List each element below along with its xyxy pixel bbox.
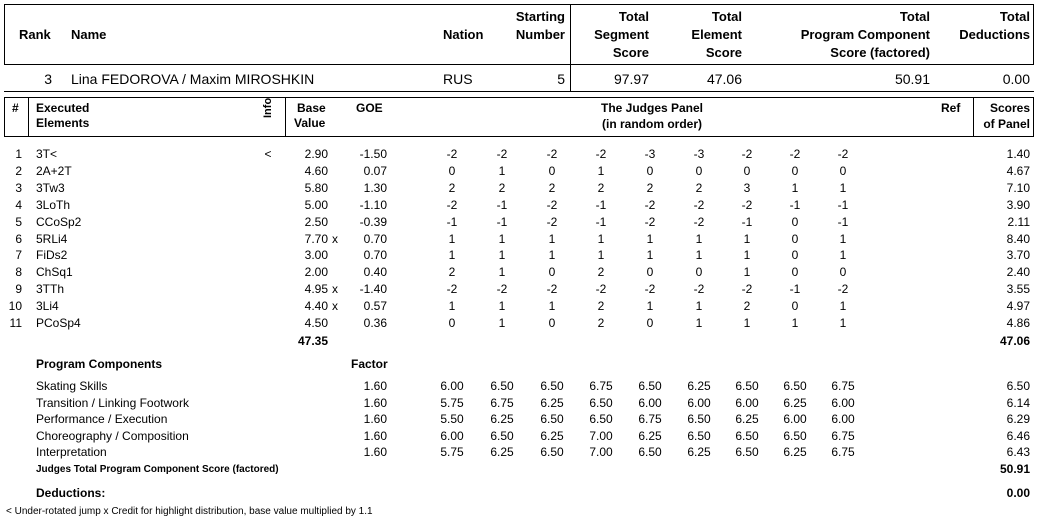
component-judge-score: 6.50 <box>783 379 807 393</box>
element-base-value: 2.50 <box>304 214 328 229</box>
element-judge-score: 1 <box>695 316 703 330</box>
component-name: Choreography / Composition <box>36 428 189 443</box>
component-judge-score: 6.50 <box>490 379 514 393</box>
element-code: 3Tw3 <box>36 180 65 195</box>
skater-name: Lina FEDOROVA / Maxim MIROSHKIN <box>71 71 315 87</box>
element-judge-score: 0 <box>791 163 799 178</box>
element-judge-score: 1 <box>448 248 456 263</box>
element-judge-score: 1 <box>597 231 605 246</box>
element-judge-score: 0 <box>791 248 799 263</box>
element-base-value: 2.90 <box>304 147 328 161</box>
element-judge-score: 0 <box>791 214 799 229</box>
skater-start-no: 5 <box>557 71 565 87</box>
element-judge-score: 0 <box>839 265 847 280</box>
component-panel-score: 6.50 <box>1006 379 1030 393</box>
component-judge-score: 6.75 <box>831 379 855 393</box>
element-judge-score: 1 <box>548 248 556 263</box>
component-panel-score: 6.43 <box>1006 445 1030 460</box>
component-name: Skating Skills <box>36 379 108 393</box>
element-num: 3 <box>15 180 22 195</box>
element-judge-score: -1 <box>789 282 801 297</box>
el-header-base-1: Base <box>297 101 326 115</box>
element-judge-score: -2 <box>546 197 558 212</box>
element-base-value: 4.50 <box>304 316 328 330</box>
elements-total-score: 47.06 <box>999 334 1030 348</box>
components-header-factor: Factor <box>351 357 388 371</box>
element-judge-score: 1 <box>743 316 751 330</box>
element-judge-score: -2 <box>446 197 458 212</box>
component-factor: 1.60 <box>363 428 387 443</box>
element-panel-score: 2.40 <box>1006 265 1030 280</box>
element-judge-score: 1 <box>448 231 456 246</box>
element-judge-score: 0 <box>839 163 847 178</box>
element-goe: 0.70 <box>363 248 387 263</box>
component-factor: 1.60 <box>363 445 387 460</box>
el-header-exec-1: Executed <box>36 101 90 115</box>
header-tss-1: Total <box>618 9 649 24</box>
element-highlight-x: x <box>332 282 338 297</box>
component-judge-score: 5.75 <box>440 445 464 460</box>
top-box-right <box>1033 4 1034 65</box>
element-base-value: 2.00 <box>304 265 328 280</box>
element-judge-score: 2 <box>597 299 605 314</box>
element-judge-score: 1 <box>646 299 654 314</box>
element-highlight-x: x <box>332 299 338 314</box>
el-header-exec-2: Elements <box>36 116 90 130</box>
element-base-value: 4.95 <box>304 282 328 297</box>
element-judge-score: 1 <box>743 248 751 263</box>
element-judge-score: 0 <box>548 265 556 280</box>
element-base-value: 4.40 <box>304 299 328 314</box>
deductions-label: Deductions: <box>36 486 106 500</box>
header-ded-2: Deductions <box>959 27 1030 42</box>
element-num: 5 <box>15 214 22 229</box>
component-judge-score: 6.50 <box>540 379 564 393</box>
element-judge-score: 2 <box>597 180 605 195</box>
component-factor: 1.60 <box>363 379 387 393</box>
skater-row-bottom <box>4 91 1034 92</box>
element-code: 5RLi4 <box>36 231 68 246</box>
element-num: 6 <box>15 231 22 246</box>
component-judge-score: 6.50 <box>735 445 759 460</box>
element-judge-score: 2 <box>646 180 654 195</box>
pcs-total-value: 50.91 <box>999 462 1030 476</box>
element-panel-score: 2.11 <box>1007 214 1030 229</box>
element-judge-score: -2 <box>644 282 656 297</box>
el-box-right <box>1033 97 1034 137</box>
element-goe: 1.30 <box>363 180 387 195</box>
element-num: 11 <box>9 316 22 330</box>
component-judge-score: 6.00 <box>440 428 464 443</box>
skater-row-divider <box>570 65 571 92</box>
element-judge-score: -2 <box>644 214 656 229</box>
el-header-info: Info <box>262 97 274 118</box>
top-box-top <box>4 4 1034 5</box>
el-box-bottom <box>4 136 1034 137</box>
header-tss-2: Segment <box>594 27 649 42</box>
components-header-label: Program Components <box>36 357 163 371</box>
element-num: 10 <box>8 299 22 314</box>
element-judge-score: 2 <box>548 180 556 195</box>
element-base-value: 4.60 <box>304 163 328 178</box>
component-judge-score: 6.50 <box>687 428 711 443</box>
component-judge-score: 6.25 <box>540 428 564 443</box>
element-judge-score: 2 <box>695 180 703 195</box>
element-judge-score: 0 <box>646 316 654 330</box>
element-judge-score: -3 <box>644 147 656 161</box>
component-judge-score: 6.50 <box>589 395 613 410</box>
el-box-div-scores <box>973 97 974 137</box>
el-header-scores-1: Scores <box>989 101 1030 115</box>
element-goe: 0.36 <box>363 316 387 330</box>
element-panel-score: 1.40 <box>1006 147 1030 161</box>
header-tes-1: Total <box>711 9 742 24</box>
element-judge-score: 1 <box>839 316 847 330</box>
element-num: 2 <box>15 163 22 178</box>
element-judge-score: 0 <box>448 316 456 330</box>
element-num: 4 <box>15 197 22 212</box>
element-judge-score: 2 <box>448 180 456 195</box>
element-goe: 0.07 <box>363 163 387 178</box>
element-judge-score: 0 <box>791 299 799 314</box>
element-code: 2A+2T <box>36 163 72 178</box>
skater-nation: RUS <box>443 71 473 87</box>
element-judge-score: -1 <box>789 197 801 212</box>
element-judge-score: 1 <box>646 231 654 246</box>
element-panel-score: 3.55 <box>1006 282 1030 297</box>
element-judge-score: 2 <box>597 265 605 280</box>
element-judge-score: 1 <box>743 265 751 280</box>
element-panel-score: 3.90 <box>1006 197 1030 212</box>
component-judge-score: 6.50 <box>540 445 564 460</box>
element-judge-score: -1 <box>837 214 849 229</box>
element-judge-score: -2 <box>446 282 458 297</box>
element-judge-score: -1 <box>446 214 458 229</box>
element-num: 7 <box>15 248 22 263</box>
component-judge-score: 6.25 <box>540 395 564 410</box>
element-goe: 0.57 <box>363 299 387 314</box>
element-judge-score: 1 <box>498 316 506 330</box>
el-header-scores-2: of Panel <box>983 117 1030 131</box>
element-num: 8 <box>15 265 22 280</box>
component-name: Interpretation <box>36 445 107 460</box>
component-judge-score: 6.75 <box>638 412 662 427</box>
element-panel-score: 4.67 <box>1006 163 1030 178</box>
component-judge-score: 6.75 <box>490 395 514 410</box>
element-judge-score: 2 <box>498 180 506 195</box>
element-judge-score: -2 <box>837 282 849 297</box>
component-judge-score: 6.25 <box>783 395 807 410</box>
element-judge-score: 2 <box>448 265 456 280</box>
element-judge-score: 1 <box>695 299 703 314</box>
element-judge-score: -1 <box>595 197 607 212</box>
component-judge-score: 6.00 <box>638 395 662 410</box>
top-box-left <box>4 4 5 65</box>
element-judge-score: -2 <box>789 147 801 161</box>
component-judge-score: 6.50 <box>490 428 514 443</box>
element-judge-score: 1 <box>791 316 799 330</box>
el-box-div-info <box>285 97 286 137</box>
component-judge-score: 6.25 <box>735 412 759 427</box>
component-judge-score: 7.00 <box>589 428 613 443</box>
header-pcs-1: Total <box>899 9 930 24</box>
element-judge-score: 3 <box>743 180 751 195</box>
element-panel-score: 7.10 <box>1006 180 1030 195</box>
footnote: < Under-rotated jump x Credit for highlight distribution, base value multiplied by 1.1 <box>6 506 373 517</box>
component-panel-score: 6.29 <box>1006 412 1030 427</box>
component-judge-score: 6.75 <box>831 428 855 443</box>
element-judge-score: 1 <box>448 299 456 314</box>
element-judge-score: 0 <box>448 163 456 178</box>
el-box-div-num <box>28 97 29 137</box>
el-header-base-2: Value <box>294 116 326 130</box>
header-pcs-2: Program Component <box>800 27 930 42</box>
element-judge-score: -3 <box>693 147 705 161</box>
component-judge-score: 6.00 <box>687 395 711 410</box>
element-judge-score: 1 <box>548 299 556 314</box>
header-tss-3: Score <box>612 45 649 60</box>
element-judge-score: 0 <box>791 231 799 246</box>
component-judge-score: 6.25 <box>638 428 662 443</box>
element-judge-score: -2 <box>693 214 705 229</box>
header-name: Name <box>71 27 107 42</box>
element-judge-score: 0 <box>695 265 703 280</box>
element-judge-score: 0 <box>743 163 751 178</box>
el-box-top <box>4 97 1034 98</box>
element-judge-score: 1 <box>498 299 506 314</box>
header-starting-1: Starting <box>515 9 565 24</box>
element-judge-score: 2 <box>597 316 605 330</box>
element-judge-score: 1 <box>839 180 847 195</box>
top-box-bottom <box>4 64 1034 65</box>
el-box-left <box>4 97 5 137</box>
deductions-value: 0.00 <box>1006 486 1030 500</box>
pcs-total-label: Judges Total Program Component Score (factored) <box>36 464 279 475</box>
component-judge-score: 6.25 <box>490 412 514 427</box>
component-judge-score: 6.25 <box>490 445 514 460</box>
component-judge-score: 6.00 <box>831 395 855 410</box>
element-judge-score: 1 <box>695 231 703 246</box>
element-judge-score: -2 <box>741 147 753 161</box>
element-panel-score: 4.86 <box>1006 316 1030 330</box>
component-judge-score: 6.50 <box>638 379 662 393</box>
component-judge-score: 6.50 <box>687 412 711 427</box>
element-judge-score: -2 <box>837 147 849 161</box>
el-header-panel-1: The Judges Panel <box>600 101 704 115</box>
component-judge-score: 6.50 <box>589 412 613 427</box>
el-header-goe: GOE <box>356 101 383 115</box>
skater-pcs: 50.91 <box>894 71 930 87</box>
header-tes-3: Score <box>705 45 742 60</box>
element-code: CCoSp2 <box>36 214 82 229</box>
element-code: ChSq1 <box>36 265 73 280</box>
element-code: FiDs2 <box>36 248 68 263</box>
element-judge-score: 1 <box>839 231 847 246</box>
element-judge-score: -1 <box>496 214 508 229</box>
element-judge-score: 0 <box>548 316 556 330</box>
skater-rank: 3 <box>44 71 52 87</box>
element-judge-score: -2 <box>546 147 558 161</box>
component-judge-score: 6.00 <box>735 395 759 410</box>
element-judge-score: -1 <box>595 214 607 229</box>
component-judge-score: 6.25 <box>687 445 711 460</box>
element-judge-score: 2 <box>743 299 751 314</box>
element-panel-score: 4.97 <box>1006 299 1030 314</box>
el-header-panel-2: (in random order) <box>601 117 702 131</box>
element-base-value: 5.00 <box>304 197 328 212</box>
element-judge-score: 1 <box>597 248 605 263</box>
element-judge-score: -2 <box>546 282 558 297</box>
element-panel-score: 3.70 <box>1006 248 1030 263</box>
element-goe: 0.70 <box>363 231 387 246</box>
element-base-value: 5.80 <box>304 180 328 195</box>
element-judge-score: -2 <box>693 282 705 297</box>
element-base-value: 3.00 <box>304 248 328 263</box>
element-judge-score: 1 <box>498 163 506 178</box>
component-judge-score: 6.50 <box>638 445 662 460</box>
component-judge-score: 6.25 <box>783 445 807 460</box>
element-judge-score: -2 <box>741 282 753 297</box>
header-ded-1: Total <box>999 9 1030 24</box>
element-base-value: 7.70 <box>304 231 328 246</box>
element-judge-score: 1 <box>498 265 506 280</box>
component-factor: 1.60 <box>363 412 387 427</box>
component-judge-score: 5.75 <box>440 395 464 410</box>
element-judge-score: -2 <box>496 282 508 297</box>
header-pcs-3: Score (factored) <box>830 45 930 60</box>
element-goe: -1.50 <box>359 147 387 161</box>
element-code: 3TTh <box>36 282 65 297</box>
element-judge-score: -2 <box>595 282 607 297</box>
el-header-num: # <box>12 101 19 115</box>
header-tes-2: Element <box>691 27 742 42</box>
element-judge-score: 0 <box>646 265 654 280</box>
component-judge-score: 6.50 <box>735 428 759 443</box>
header-rank: Rank <box>19 27 51 42</box>
element-judge-score: 1 <box>791 180 799 195</box>
element-judge-score: -2 <box>546 214 558 229</box>
element-judge-score: 1 <box>839 248 847 263</box>
element-goe: -0.39 <box>359 214 387 229</box>
component-panel-score: 6.14 <box>1006 395 1030 410</box>
element-code: 3Li4 <box>36 299 59 314</box>
element-judge-score: 0 <box>548 163 556 178</box>
element-judge-score: 0 <box>791 265 799 280</box>
element-code: 3LoTh <box>36 197 71 212</box>
element-info: < <box>264 147 272 161</box>
component-judge-score: 6.00 <box>440 379 464 393</box>
component-judge-score: 5.50 <box>440 412 464 427</box>
component-factor: 1.60 <box>363 395 387 410</box>
skater-tss: 97.97 <box>613 71 649 87</box>
skater-ded: 0.00 <box>1002 71 1030 87</box>
element-code: PCoSp4 <box>36 316 81 330</box>
component-name: Transition / Linking Footwork <box>36 395 189 410</box>
element-judge-score: -2 <box>741 197 753 212</box>
component-judge-score: 7.00 <box>589 445 613 460</box>
element-judge-score: -1 <box>741 214 753 229</box>
element-num: 1 <box>15 147 22 161</box>
component-panel-score: 6.46 <box>1006 428 1030 443</box>
component-judge-score: 6.00 <box>831 412 855 427</box>
element-goe: 0.40 <box>363 265 387 280</box>
element-code: 3T< <box>36 147 58 161</box>
element-judge-score: 0 <box>695 163 703 178</box>
element-panel-score: 8.40 <box>1006 231 1030 246</box>
component-judge-score: 6.75 <box>831 445 855 460</box>
element-goe: -1.40 <box>359 282 387 297</box>
element-judge-score: -2 <box>446 147 458 161</box>
elements-total-bv: 47.35 <box>297 334 328 348</box>
element-judge-score: 1 <box>646 248 654 263</box>
element-judge-score: -2 <box>496 147 508 161</box>
element-judge-score: 1 <box>695 248 703 263</box>
component-name: Performance / Execution <box>36 412 168 427</box>
element-judge-score: -2 <box>595 147 607 161</box>
element-highlight-x: x <box>332 231 338 246</box>
element-judge-score: 0 <box>646 163 654 178</box>
element-judge-score: -2 <box>693 197 705 212</box>
element-judge-score: -1 <box>837 197 849 212</box>
component-judge-score: 6.00 <box>783 412 807 427</box>
element-judge-score: 1 <box>498 248 506 263</box>
component-judge-score: 6.25 <box>687 379 711 393</box>
component-judge-score: 6.75 <box>589 379 613 393</box>
element-judge-score: 1 <box>597 163 605 178</box>
element-judge-score: 1 <box>839 299 847 314</box>
element-judge-score: -1 <box>496 197 508 212</box>
skater-tes: 47.06 <box>706 71 742 87</box>
el-header-ref: Ref <box>941 101 961 115</box>
header-nation: Nation <box>443 27 484 42</box>
component-judge-score: 6.50 <box>783 428 807 443</box>
top-box-divider <box>570 4 571 65</box>
element-num: 9 <box>15 282 22 297</box>
element-goe: -1.10 <box>359 197 387 212</box>
header-starting-2: Number <box>515 27 565 42</box>
component-judge-score: 6.50 <box>540 412 564 427</box>
element-judge-score: 1 <box>743 231 751 246</box>
component-judge-score: 6.50 <box>735 379 759 393</box>
element-judge-score: 1 <box>498 231 506 246</box>
element-judge-score: 1 <box>548 231 556 246</box>
element-judge-score: -2 <box>644 197 656 212</box>
